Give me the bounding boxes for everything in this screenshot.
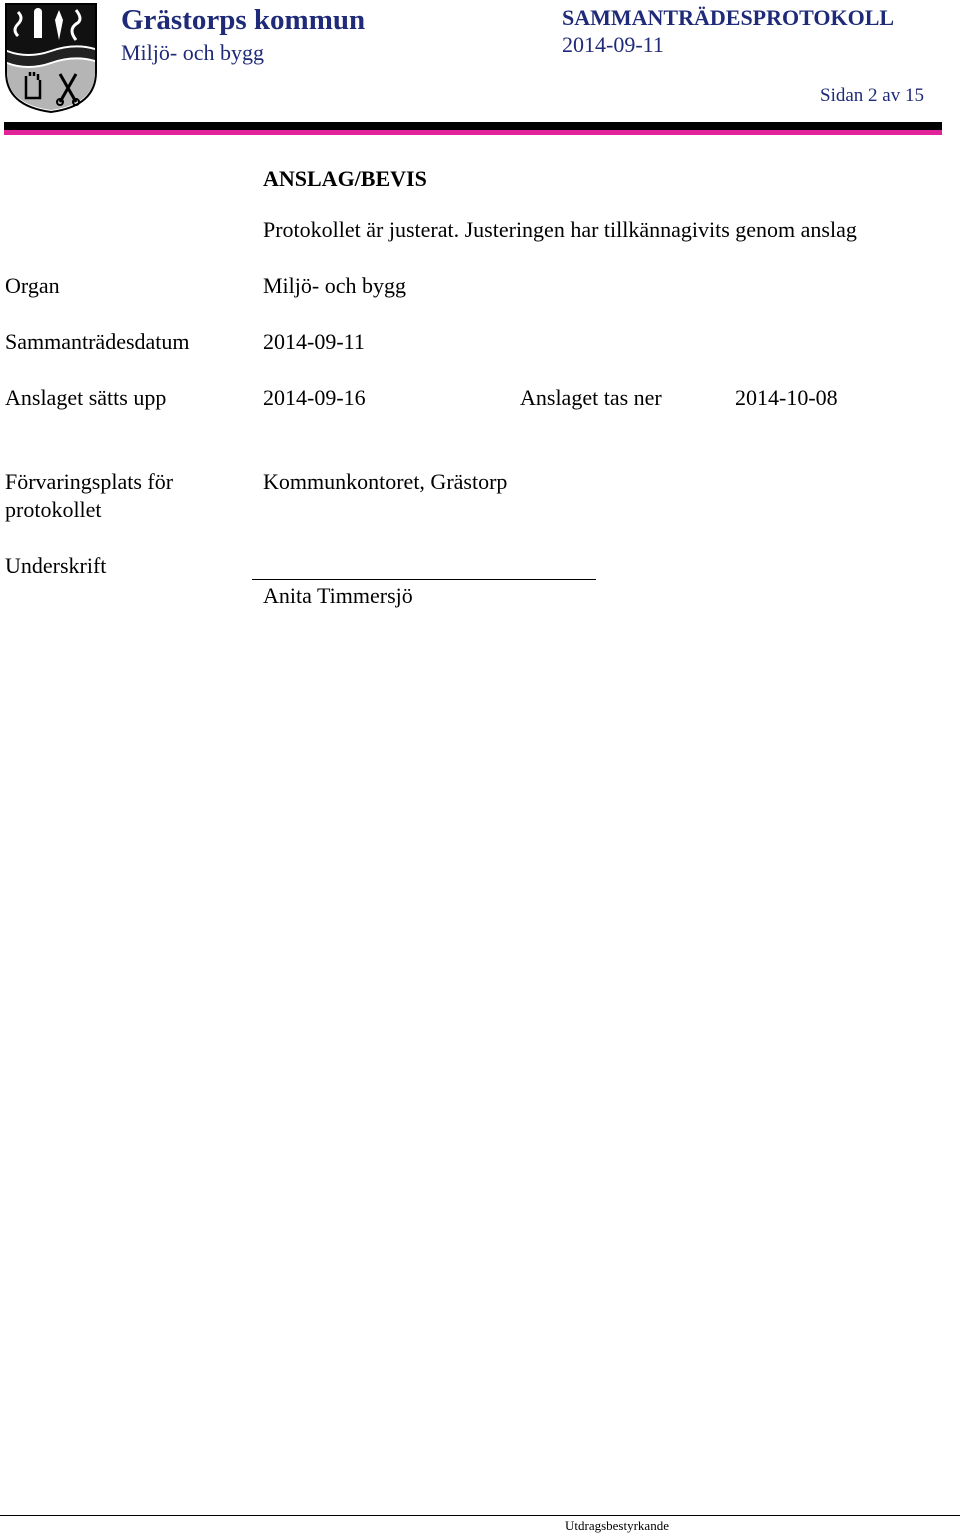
signatory-name: Anita Timmersjö <box>263 583 413 608</box>
storage-label-line2: protokollet <box>5 497 102 522</box>
posted-label: Anslaget sätts upp <box>5 385 167 410</box>
department-name: Miljö- och bygg <box>121 40 264 65</box>
header-divider-black <box>4 122 942 130</box>
page-number: Sidan 2 av 15 <box>820 85 924 106</box>
intro-text: Protokollet är justerat. Justeringen har tillkännagivits genom anslag <box>263 217 857 242</box>
organ-value: Miljö- och bygg <box>263 273 406 298</box>
header-divider-pink <box>4 130 942 135</box>
municipal-coat-of-arms-icon <box>4 2 98 114</box>
organization-name: Grästorps kommun <box>121 4 366 36</box>
signature-line <box>252 579 596 580</box>
posted-date-value: 2014-09-16 <box>263 385 366 410</box>
organ-label: Organ <box>5 273 60 298</box>
footer-divider <box>0 1515 960 1516</box>
removed-date-value: 2014-10-08 <box>735 385 838 410</box>
signature-label: Underskrift <box>5 553 107 578</box>
footer-label: Utdragsbestyrkande <box>565 1518 669 1533</box>
document-type: SAMMANTRÄDESPROTOKOLL <box>562 5 895 30</box>
section-heading: ANSLAG/BEVIS <box>263 166 427 191</box>
meeting-date-label: Sammanträdesdatum <box>5 329 190 354</box>
storage-value: Kommunkontoret, Grästorp <box>263 469 508 494</box>
document-date: 2014-09-11 <box>562 32 664 57</box>
storage-label-line1: Förvaringsplats för <box>5 469 174 494</box>
removed-label: Anslaget tas ner <box>520 385 662 410</box>
meeting-date-value: 2014-09-11 <box>263 329 365 354</box>
